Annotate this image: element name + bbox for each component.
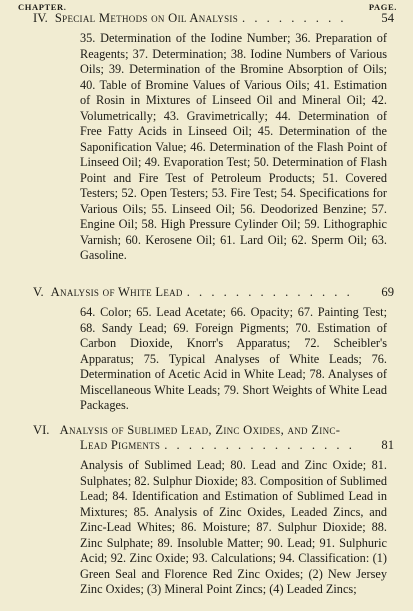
chapter-page-number: 81 xyxy=(381,438,394,452)
contents-text: Analysis of Sublimed Lead; 80. Lead and Zinc Oxide; 81. Sulphates; 82. Sulphur Dioxide; 83. Composition of Sublimed Lead; 84. Identification and Estimation of Sublimed Lead in Mixtures; 85. Analysis of Zinc Oxides, Leaded Zincs, and Zinc-Lead Whites; 86. Moisture; 87. Sulphur Dioxide; 88. Zinc Sulphate; 89. Insoluble Matter; 90. Lead; 91. Sulphuric Acid; 92. Zinc Oxide; 93. Calculations; 94. Classification: (1) Green Seal and Florence Red Zinc Oxides; (2) New Jersey Zinc Oxides; (3) Mineral Point Zincs; (4) Leaded Zincs; xyxy=(80,458,387,596)
chapter-numeral: IV. xyxy=(33,11,48,25)
chapter-numeral: VI. xyxy=(33,423,50,437)
leader-dots: . . . . . . . . . . . . . . xyxy=(186,285,353,299)
chapter-v-heading[interactable] xyxy=(33,285,394,300)
chapter-title: Special Methods on Oil Analysis xyxy=(54,11,239,25)
page-column-header: PAGE. xyxy=(368,2,397,12)
chapter-iv-heading[interactable] xyxy=(33,11,394,26)
chapter-title-line2: Lead Pigments xyxy=(80,438,161,452)
chapter-title-line1: Analysis of Sublimed Lead, Zinc Oxides, and Zinc- xyxy=(59,423,341,437)
leader-dots: . . . . . . . . . . . . . . . . xyxy=(164,438,355,452)
chapter-vi-contents xyxy=(80,458,387,598)
chapter-v-contents xyxy=(80,305,387,414)
chapter-vi-heading[interactable] xyxy=(33,423,394,453)
leader-dots: . . . . . . . . . xyxy=(242,11,347,25)
chapter-numeral: V. xyxy=(33,285,44,299)
chapter-page-number: 69 xyxy=(381,285,394,299)
contents-text: 64. Color; 65. Lead Acetate; 66. Opacity; 67. Painting Test; 68. Sandy Lead; 69. Foreign Pigments; 70. Estimation of Carbon Dioxide, Knorr's Apparatus; 72. Scheibler's Apparatus; 75. Typical Analyses of White Leads; 76. Determination of Acetic Acid in White Lead; 78. Analyses of Miscellaneous White Leads; 79. Short Weights of White Lead Packages. xyxy=(80,305,387,412)
chapter-page-number: 54 xyxy=(381,11,394,25)
chapter-title: Analysis of White Lead xyxy=(50,285,183,299)
chapter-column-header: CHAPTER. xyxy=(18,2,67,12)
contents-text: 35. Determination of the Iodine Number; 36. Preparation of Reagents; 37. Determination; 38. Iodine Numbers of Various Oils; 39. Determination of the Bromine Absorption of Oils; 40. Table of Bromine Values of Various Oils; 41. Estimation of Rosin in Mixtures of Linseed Oil and Mineral Oil; 42. Volumetrically; 43. Gravimetrically; 44. Determination of Free Fatty Acids in Linseed Oil; 45. Determination of the Saponification Value; 46. Determination of the Flash Point of Linseed Oil; 49. Evaporation Test; 50. Determination of Flash Point and Fire Test of Petroleum Products; 51. Covered Testers; 52. Open Testers; 53. Fire Test; 54. Specifications for Various Oils; 55. Linseed Oil; 56. Deodorized Benzine; 57. Engine Oil; 58. High Pressure Cylinder Oil; 59. Lithographic Varnish; 60. Kerosene Oil; 61. Lard Oil; 62. Sperm Oil; 63. Gasoline. xyxy=(80,31,387,262)
chapter-iv-contents xyxy=(80,31,387,264)
